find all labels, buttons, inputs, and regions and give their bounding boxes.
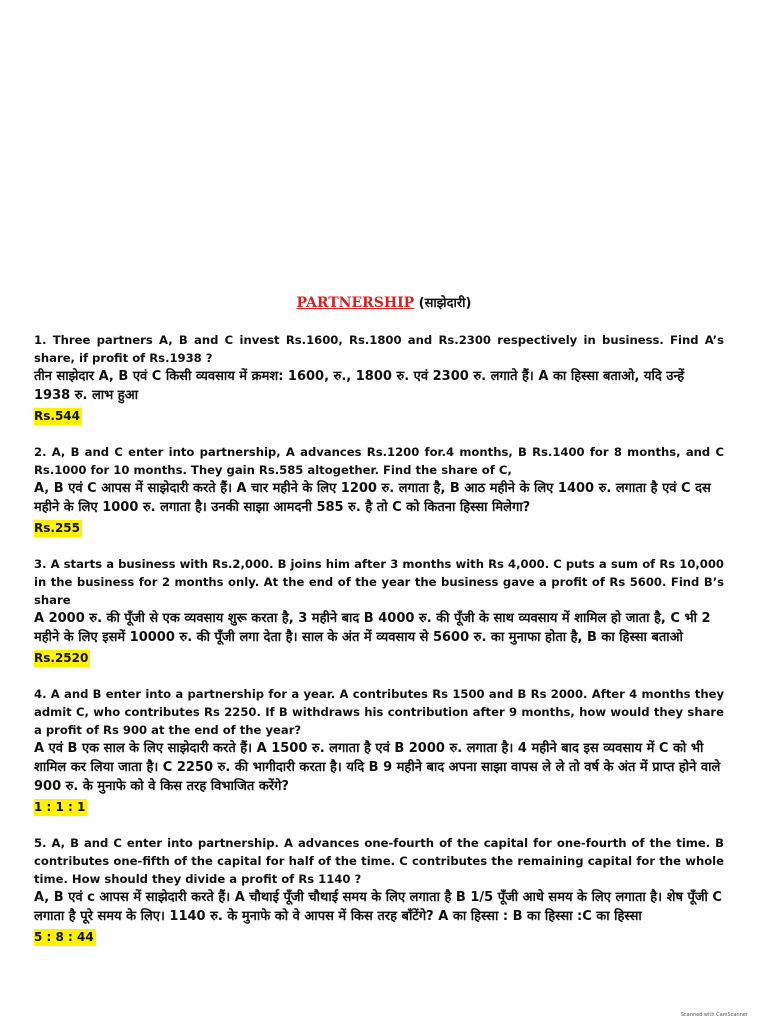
question-1 xyxy=(34,331,724,425)
question-text-hindi: A, B एवं C आपस में साझेदारी करते हैं। A चार महीने के लिए 1200 रु. लगाता है, B आठ महीने के लिए 1400 रु. लगाता है एवं C दस महीने के लिए 1000 रु. लगाता है। उनकी साझा आमदनी 585 रु. है तो C को कितना हिस्सा मिलेगा? xyxy=(34,481,711,515)
question-text-hindi: A 2000 रु. की पूँजी से एक व्यवसाय शुरू करता है, 3 महीने बाद B 4000 रु. की पूँजी के साथ व्यवसाय में शामिल हो जाता है, C भी 2 महीने के लिए इसमें 10000 रु. की पूँजी लगा देता है। साल के अंत में व्यवसाय से 5600 रु. का मुनाफा होता है, B का हिस्सा बताओ xyxy=(34,611,711,645)
answer-highlight: Rs.544 xyxy=(34,409,80,423)
answer-highlight: 1 : 1 : 1 xyxy=(34,800,86,814)
title-hindi: (साझेदारी) xyxy=(418,296,472,311)
question-text-english: 2. A, B and C enter into partnership, A advances Rs.1200 for.4 months, B Rs.1400 for 8 months, and C Rs.1000 for 10 months. They gain Rs.585 altogether. Find the share of C, xyxy=(34,445,724,477)
question-text-english: 4. A and B enter into a partnership for a year. A contributes Rs 1500 and B Rs 2000. After 4 months they admit C, who contributes Rs 2250. If B withdraws his contribution after 9 months, how would they share a profit of Rs 900 at the end of the year? xyxy=(34,687,724,737)
scanner-watermark: Scanned with CamScanner xyxy=(680,1012,748,1018)
question-2 xyxy=(34,443,724,537)
answer-highlight: Rs.255 xyxy=(34,521,80,535)
question-text-hindi: A, B एवं c आपस में साझेदारी करते हैं। A चौथाई पूँजी चौथाई समय के लिए लगाता है B 1/5 पूँजी आधे समय के लिए लगाता है। शेष पूँजी C लगाता है पूरे समय के लिए। 1140 रु. के मुनाफे को वे आपस में किस तरह बाँटेंगे? A का हिस्सा : B का हिस्सा :C का हिस्सा xyxy=(34,890,722,924)
page-title xyxy=(0,294,768,313)
question-text-hindi: तीन साझेदार A, B एवं C किसी व्यवसाय में क्रमश: 1600, रु., 1800 रु. एवं 2300 रु. लगाते हैं। A का हिस्सा बताओ, यदि उन्हें 1938 रु. लाभ हुआ xyxy=(34,369,685,403)
question-text-english: 1. Three partners A, B and C invest Rs.1600, Rs.1800 and Rs.2300 respectively in business. Find A’s share, if profit of Rs.1938 ? xyxy=(34,333,724,365)
question-text-english: 5. A, B and C enter into partnership. A advances one-fourth of the capital for one-fourth of the time. B contributes one-fifth of the capital for half of the time. C contributes the remaining capital for the whole time. How should they divide a profit of Rs 1140 ? xyxy=(34,836,724,886)
answer-highlight: 5 : 8 : 44 xyxy=(34,930,94,944)
question-5 xyxy=(34,834,724,946)
question-text-english: 3. A starts a business with Rs.2,000. B joins him after 3 months with Rs 4,000. C puts a sum of Rs 10,000 in the business for 2 months only. At the end of the year the business gave a profit of Rs 5600. Find B’s share xyxy=(34,557,724,607)
title-english: PARTNERSHIP xyxy=(296,295,415,311)
question-text-hindi: A एवं B एक साल के लिए साझेदारी करते हैं। A 1500 रु. लगाता है एवं B 2000 रु. लगाता है। 4 महीने बाद इस व्यवसाय में C को भी शामिल कर लिया जाता है। C 2250 रु. की भागीदारी करता है। यदि B 9 महीने बाद अपना साझा वापस ले ले तो वर्ष के अंत में प्राप्त होने वाले 900 रु. के मुनाफे को वे किस तरह विभाजित करेंगे? xyxy=(34,741,721,794)
question-3 xyxy=(34,555,724,667)
question-4 xyxy=(34,685,724,816)
answer-highlight: Rs.2520 xyxy=(34,651,89,665)
